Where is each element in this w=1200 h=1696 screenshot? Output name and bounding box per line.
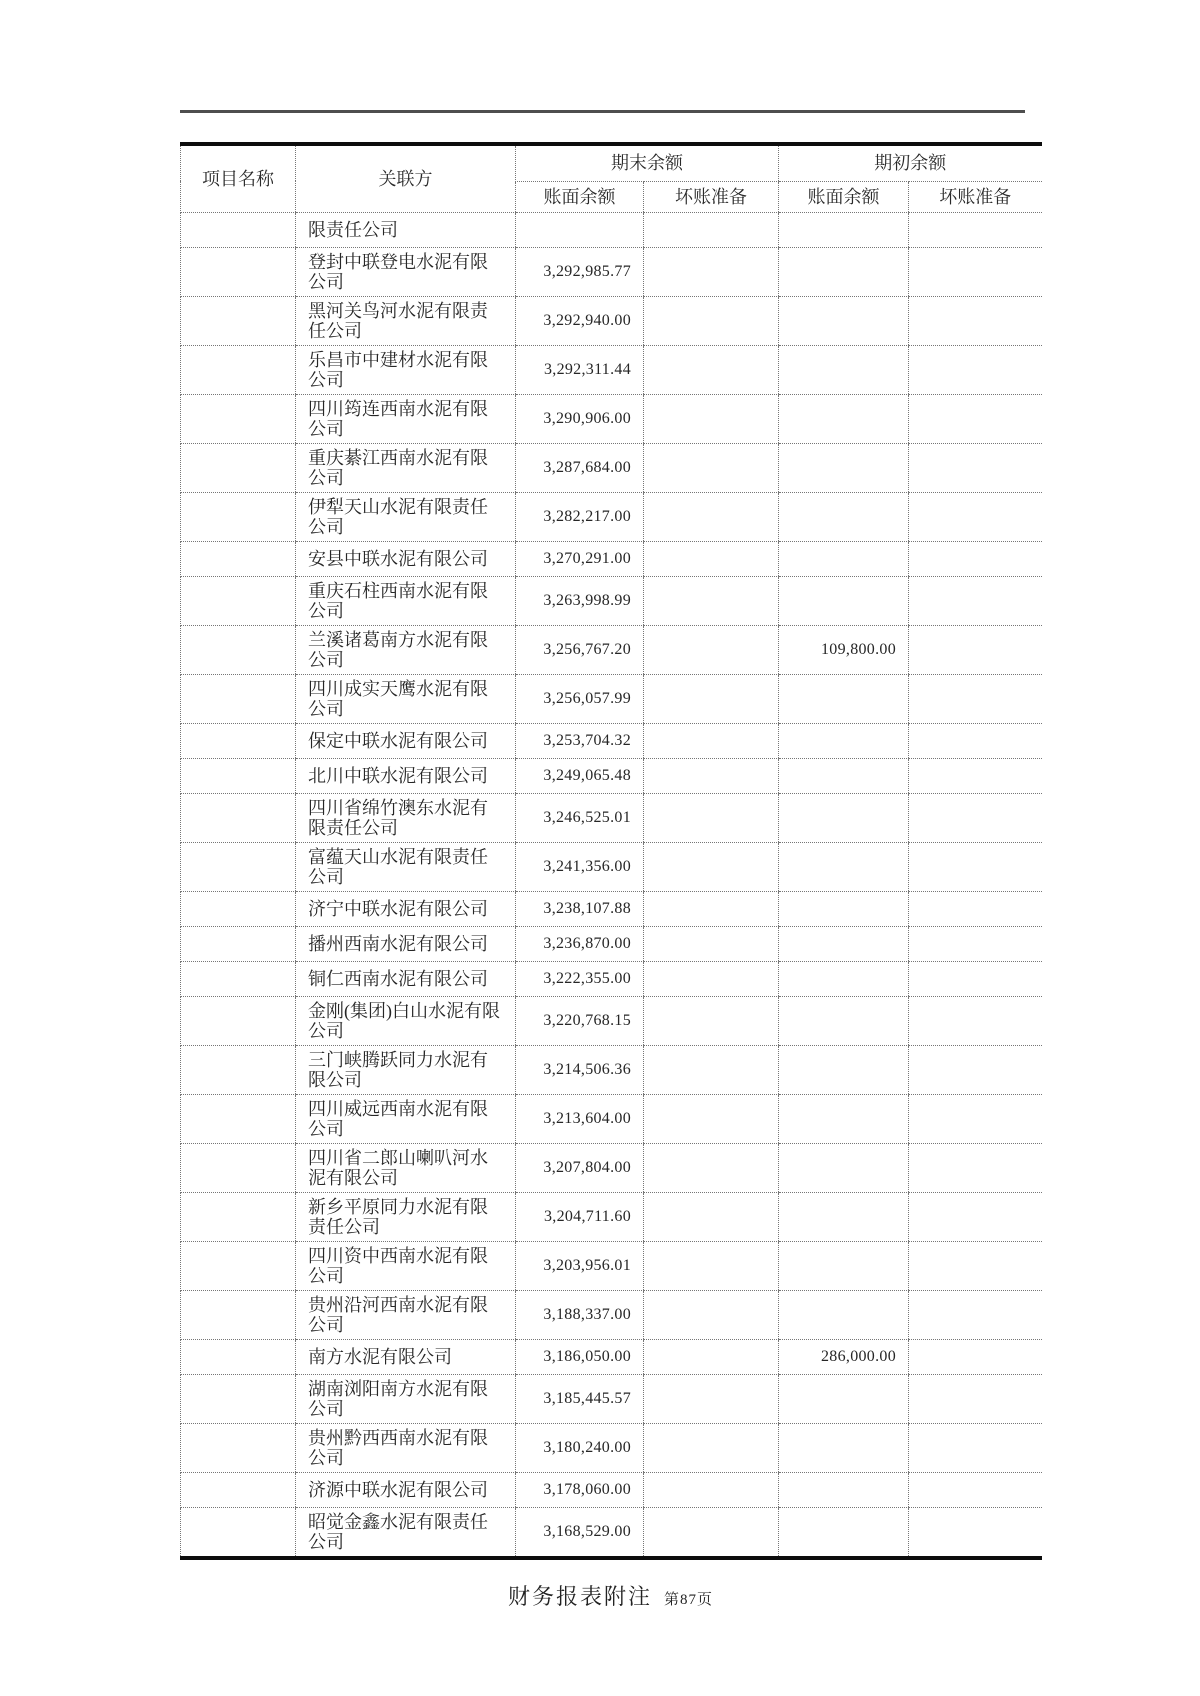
related-party-cell: 四川省绵竹澳东水泥有限责任公司 [296,793,516,842]
item-name-cell [181,793,296,842]
beginning-book-balance-cell [779,674,909,723]
related-party-cell: 伊犁天山水泥有限责任公司 [296,492,516,541]
beginning-book-balance-cell [779,758,909,793]
ending-bad-debt-cell [644,541,779,576]
table-row [181,842,1042,891]
ending-book-balance-cell: 3,256,057.99 [516,674,644,723]
header-book-balance-ending: 账面余额 [516,181,644,212]
ending-book-balance-cell: 3,185,445.57 [516,1374,644,1423]
related-party-cell: 南方水泥有限公司 [296,1339,516,1374]
ending-book-balance-cell: 3,241,356.00 [516,842,644,891]
ending-book-balance-cell: 3,287,684.00 [516,443,644,492]
related-party-cell: 济源中联水泥有限公司 [296,1472,516,1507]
page-content [180,0,1041,1611]
table-row [181,443,1042,492]
beginning-bad-debt-cell [909,1192,1042,1241]
related-party-cell: 湖南浏阳南方水泥有限公司 [296,1374,516,1423]
beginning-bad-debt-cell [909,394,1042,443]
ending-bad-debt-cell [644,891,779,926]
beginning-bad-debt-cell [909,842,1042,891]
table-row [181,247,1042,296]
ending-bad-debt-cell [644,394,779,443]
related-party-cell: 重庆綦江西南水泥有限公司 [296,443,516,492]
ending-book-balance-cell [516,212,644,247]
related-party-cell: 保定中联水泥有限公司 [296,723,516,758]
header-related-party: 关联方 [296,144,516,212]
related-party-cell: 四川资中西南水泥有限公司 [296,1241,516,1290]
related-party-cell: 金刚(集团)白山水泥有限公司 [296,996,516,1045]
beginning-bad-debt-cell [909,1374,1042,1423]
item-name-cell [181,926,296,961]
item-name-cell [181,842,296,891]
ending-book-balance-cell: 3,186,050.00 [516,1339,644,1374]
ending-book-balance-cell: 3,282,217.00 [516,492,644,541]
table-row [181,1290,1042,1339]
ending-book-balance-cell: 3,238,107.88 [516,891,644,926]
table-row [181,723,1042,758]
beginning-bad-debt-cell [909,1094,1042,1143]
table-body [181,212,1042,1558]
header-bad-debt-beginning: 坏账准备 [909,181,1042,212]
ending-bad-debt-cell [644,212,779,247]
beginning-bad-debt-cell [909,996,1042,1045]
table-row [181,1192,1042,1241]
table-row [181,625,1042,674]
beginning-bad-debt-cell [909,961,1042,996]
beginning-book-balance-cell [779,1507,909,1558]
beginning-book-balance-cell [779,1192,909,1241]
related-party-balances-table [180,142,1042,1560]
item-name-cell [181,541,296,576]
ending-book-balance-cell: 3,263,998.99 [516,576,644,625]
item-name-cell [181,1507,296,1558]
ending-book-balance-cell: 3,256,767.20 [516,625,644,674]
item-name-cell [181,212,296,247]
ending-bad-debt-cell [644,758,779,793]
related-party-cell: 富蕴天山水泥有限责任公司 [296,842,516,891]
related-party-cell: 登封中联登电水泥有限公司 [296,247,516,296]
beginning-bad-debt-cell [909,1423,1042,1472]
item-name-cell [181,1472,296,1507]
related-party-cell: 四川省二郎山喇叭河水泥有限公司 [296,1143,516,1192]
beginning-bad-debt-cell [909,541,1042,576]
header-beginning-balance-group: 期初余额 [779,144,1042,181]
item-name-cell [181,576,296,625]
beginning-book-balance-cell [779,296,909,345]
ending-book-balance-cell: 3,207,804.00 [516,1143,644,1192]
related-party-cell: 播州西南水泥有限公司 [296,926,516,961]
beginning-book-balance-cell [779,541,909,576]
ending-book-balance-cell: 3,246,525.01 [516,793,644,842]
table-row [181,926,1042,961]
beginning-book-balance-cell [779,1045,909,1094]
beginning-bad-debt-cell [909,1290,1042,1339]
ending-bad-debt-cell [644,1374,779,1423]
beginning-bad-debt-cell [909,247,1042,296]
footer-title: 财务报表附注 [507,1583,652,1609]
related-party-cell: 新乡平原同力水泥有限责任公司 [296,1192,516,1241]
beginning-book-balance-cell [779,247,909,296]
table-row [181,212,1042,247]
ending-book-balance-cell: 3,220,768.15 [516,996,644,1045]
table-row [181,1045,1042,1094]
table-row [181,961,1042,996]
related-party-cell: 三门峡腾跃同力水泥有限公司 [296,1045,516,1094]
page-footer [180,1580,1041,1611]
item-name-cell [181,1290,296,1339]
beginning-book-balance-cell [779,1241,909,1290]
beginning-bad-debt-cell [909,345,1042,394]
ending-book-balance-cell: 3,213,604.00 [516,1094,644,1143]
beginning-book-balance-cell [779,345,909,394]
beginning-bad-debt-cell [909,674,1042,723]
item-name-cell [181,345,296,394]
beginning-book-balance-cell [779,926,909,961]
beginning-book-balance-cell: 286,000.00 [779,1339,909,1374]
ending-book-balance-cell: 3,236,870.00 [516,926,644,961]
beginning-book-balance-cell [779,1290,909,1339]
beginning-book-balance-cell [779,891,909,926]
table-row [181,345,1042,394]
item-name-cell [181,1192,296,1241]
footer-page-number: 第87页 [664,1591,714,1608]
beginning-bad-debt-cell [909,891,1042,926]
beginning-book-balance-cell [779,1094,909,1143]
ending-book-balance-cell: 3,290,906.00 [516,394,644,443]
beginning-bad-debt-cell [909,758,1042,793]
beginning-book-balance-cell [779,793,909,842]
ending-bad-debt-cell [644,793,779,842]
related-party-cell: 贵州沿河西南水泥有限公司 [296,1290,516,1339]
ending-bad-debt-cell [644,1472,779,1507]
header-rule [180,110,1025,113]
ending-bad-debt-cell [644,926,779,961]
item-name-cell [181,891,296,926]
ending-book-balance-cell: 3,270,291.00 [516,541,644,576]
header-row-groups [181,144,1042,181]
table-row [181,394,1042,443]
beginning-bad-debt-cell [909,212,1042,247]
table-row [181,541,1042,576]
table-row [181,891,1042,926]
ending-bad-debt-cell [644,1094,779,1143]
ending-book-balance-cell: 3,249,065.48 [516,758,644,793]
table-row [181,296,1042,345]
beginning-bad-debt-cell [909,576,1042,625]
beginning-bad-debt-cell [909,1143,1042,1192]
ending-book-balance-cell: 3,168,529.00 [516,1507,644,1558]
related-party-cell: 济宁中联水泥有限公司 [296,891,516,926]
ending-bad-debt-cell [644,492,779,541]
ending-book-balance-cell: 3,253,704.32 [516,723,644,758]
ending-bad-debt-cell [644,625,779,674]
related-party-cell: 昭觉金鑫水泥有限责任公司 [296,1507,516,1558]
beginning-bad-debt-cell [909,723,1042,758]
beginning-bad-debt-cell [909,1241,1042,1290]
beginning-book-balance-cell [779,1472,909,1507]
header-book-balance-beginning: 账面余额 [779,181,909,212]
item-name-cell [181,492,296,541]
ending-bad-debt-cell [644,1339,779,1374]
related-party-cell: 兰溪诸葛南方水泥有限公司 [296,625,516,674]
beginning-book-balance-cell [779,212,909,247]
item-name-cell [181,394,296,443]
ending-bad-debt-cell [644,961,779,996]
header-ending-balance-group: 期末余额 [516,144,779,181]
ending-bad-debt-cell [644,1192,779,1241]
item-name-cell [181,1045,296,1094]
beginning-book-balance-cell [779,1423,909,1472]
beginning-bad-debt-cell [909,492,1042,541]
beginning-book-balance-cell: 109,800.00 [779,625,909,674]
beginning-bad-debt-cell [909,1472,1042,1507]
table-row [181,1507,1042,1558]
table-row [181,1094,1042,1143]
table-row [181,1423,1042,1472]
ending-bad-debt-cell [644,1045,779,1094]
ending-bad-debt-cell [644,1507,779,1558]
beginning-bad-debt-cell [909,793,1042,842]
beginning-book-balance-cell [779,492,909,541]
ending-bad-debt-cell [644,842,779,891]
item-name-cell [181,758,296,793]
beginning-book-balance-cell [779,576,909,625]
ending-bad-debt-cell [644,296,779,345]
ending-book-balance-cell: 3,180,240.00 [516,1423,644,1472]
ending-bad-debt-cell [644,674,779,723]
beginning-bad-debt-cell [909,1507,1042,1558]
related-party-cell: 铜仁西南水泥有限公司 [296,961,516,996]
related-party-cell: 北川中联水泥有限公司 [296,758,516,793]
table-row [181,793,1042,842]
table-row [181,1472,1042,1507]
ending-bad-debt-cell [644,723,779,758]
beginning-bad-debt-cell [909,443,1042,492]
ending-bad-debt-cell [644,1290,779,1339]
beginning-book-balance-cell [779,394,909,443]
item-name-cell [181,674,296,723]
related-party-cell: 乐昌市中建材水泥有限公司 [296,345,516,394]
related-party-cell: 安县中联水泥有限公司 [296,541,516,576]
ending-book-balance-cell: 3,203,956.01 [516,1241,644,1290]
beginning-book-balance-cell [779,842,909,891]
ending-book-balance-cell: 3,188,337.00 [516,1290,644,1339]
ending-book-balance-cell: 3,204,711.60 [516,1192,644,1241]
ending-book-balance-cell: 3,292,940.00 [516,296,644,345]
table-row [181,1339,1042,1374]
ending-book-balance-cell: 3,214,506.36 [516,1045,644,1094]
item-name-cell [181,296,296,345]
item-name-cell [181,1423,296,1472]
beginning-book-balance-cell [779,723,909,758]
ending-book-balance-cell: 3,292,985.77 [516,247,644,296]
beginning-bad-debt-cell [909,1045,1042,1094]
item-name-cell [181,625,296,674]
item-name-cell [181,1094,296,1143]
ending-bad-debt-cell [644,247,779,296]
table-row [181,1143,1042,1192]
related-party-cell: 四川筠连西南水泥有限公司 [296,394,516,443]
related-party-cell: 重庆石柱西南水泥有限公司 [296,576,516,625]
beginning-bad-debt-cell [909,1339,1042,1374]
item-name-cell [181,996,296,1045]
table-row [181,674,1042,723]
item-name-cell [181,443,296,492]
related-party-cell: 贵州黔西西南水泥有限公司 [296,1423,516,1472]
ending-bad-debt-cell [644,996,779,1045]
ending-book-balance-cell: 3,292,311.44 [516,345,644,394]
table-row [181,1241,1042,1290]
table-row [181,576,1042,625]
related-party-cell: 黑河关鸟河水泥有限责任公司 [296,296,516,345]
ending-bad-debt-cell [644,576,779,625]
item-name-cell [181,1241,296,1290]
table-row [181,492,1042,541]
beginning-bad-debt-cell [909,296,1042,345]
item-name-cell [181,723,296,758]
ending-book-balance-cell: 3,222,355.00 [516,961,644,996]
ending-bad-debt-cell [644,1143,779,1192]
related-party-cell: 四川成实天鹰水泥有限公司 [296,674,516,723]
beginning-book-balance-cell [779,1374,909,1423]
ending-book-balance-cell: 3,178,060.00 [516,1472,644,1507]
beginning-book-balance-cell [779,961,909,996]
ending-bad-debt-cell [644,345,779,394]
related-party-cell: 四川威远西南水泥有限公司 [296,1094,516,1143]
related-party-cell: 限责任公司 [296,212,516,247]
beginning-book-balance-cell [779,443,909,492]
ending-bad-debt-cell [644,1423,779,1472]
ending-bad-debt-cell [644,1241,779,1290]
item-name-cell [181,1339,296,1374]
item-name-cell [181,961,296,996]
beginning-book-balance-cell [779,996,909,1045]
table-row [181,1374,1042,1423]
table-header [181,144,1042,212]
ending-bad-debt-cell [644,443,779,492]
item-name-cell [181,247,296,296]
table-row [181,996,1042,1045]
item-name-cell [181,1374,296,1423]
item-name-cell [181,1143,296,1192]
beginning-bad-debt-cell [909,625,1042,674]
beginning-bad-debt-cell [909,926,1042,961]
header-item-name: 项目名称 [181,144,296,212]
header-bad-debt-ending: 坏账准备 [644,181,779,212]
table-row [181,758,1042,793]
beginning-book-balance-cell [779,1143,909,1192]
